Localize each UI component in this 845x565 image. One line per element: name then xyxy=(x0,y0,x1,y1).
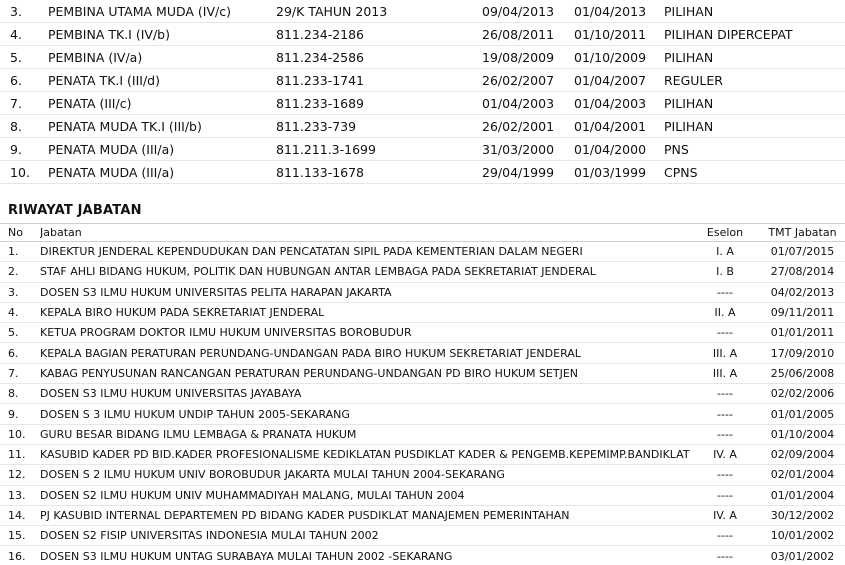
table-row xyxy=(0,69,845,92)
table-row xyxy=(0,363,845,383)
cell-eselon: III. A xyxy=(690,363,760,383)
riwayat-jabatan-body xyxy=(0,242,845,565)
cell-no: 1. xyxy=(0,242,40,262)
table-row xyxy=(0,485,845,505)
cell-tanggal: 01/04/2003 xyxy=(482,92,574,115)
cell-tmt: 17/09/2010 xyxy=(760,343,845,363)
cell-jabatan: KEPALA BAGIAN PERATURAN PERUNDANG-UNDANGAN PADA BIRO HUKUM SEKRETARIAT JENDERAL xyxy=(40,343,690,363)
cell-no: 6. xyxy=(0,69,48,92)
cell-jabatan: DOSEN S3 ILMU HUKUM UNTAG SURABAYA MULAI TAHUN 2002 -SEKARANG xyxy=(40,546,690,565)
cell-tmt: 01/01/2011 xyxy=(760,323,845,343)
header-row xyxy=(0,224,845,242)
cell-tmt: 09/11/2011 xyxy=(760,302,845,322)
cell-eselon: ---- xyxy=(690,384,760,404)
cell-no: 4. xyxy=(0,23,48,46)
riwayat-jabatan-table xyxy=(0,223,845,565)
header-jabatan: Jabatan xyxy=(40,224,690,242)
cell-tmt: 02/02/2006 xyxy=(760,384,845,404)
riwayat-jabatan-header xyxy=(0,224,845,242)
cell-no: 2. xyxy=(0,262,40,282)
cell-tmt: 01/03/1999 xyxy=(574,161,664,184)
header-no: No xyxy=(0,224,40,242)
cell-tanggal: 26/02/2007 xyxy=(482,69,574,92)
table-row xyxy=(0,0,845,23)
cell-eselon: ---- xyxy=(690,465,760,485)
cell-pangkat: PENATA (III/c) xyxy=(48,92,276,115)
cell-jenis: CPNS xyxy=(664,161,845,184)
cell-tmt: 01/07/2015 xyxy=(760,242,845,262)
table-row xyxy=(0,138,845,161)
cell-jabatan: PJ KASUBID INTERNAL DEPARTEMEN PD BIDANG KADER PUSDIKLAT MANAJEMEN PEMERINTAHAN xyxy=(40,505,690,525)
cell-tmt: 01/04/2001 xyxy=(574,115,664,138)
table-row xyxy=(0,526,845,546)
table-row xyxy=(0,424,845,444)
cell-eselon: ---- xyxy=(690,526,760,546)
table-row xyxy=(0,546,845,565)
cell-no: 5. xyxy=(0,323,40,343)
cell-tmt: 25/06/2008 xyxy=(760,363,845,383)
table-row xyxy=(0,282,845,302)
cell-pangkat: PENATA MUDA (III/a) xyxy=(48,161,276,184)
cell-sk: 811.233-1741 xyxy=(276,69,482,92)
cell-tmt: 01/04/2007 xyxy=(574,69,664,92)
table-row xyxy=(0,302,845,322)
cell-tmt: 02/09/2004 xyxy=(760,444,845,464)
cell-tmt: 01/04/2013 xyxy=(574,0,664,23)
cell-tmt: 01/01/2005 xyxy=(760,404,845,424)
cell-tmt: 03/01/2002 xyxy=(760,546,845,565)
cell-no: 9. xyxy=(0,404,40,424)
cell-jabatan: DOSEN S2 FISIP UNIVERSITAS INDONESIA MULAI TAHUN 2002 xyxy=(40,526,690,546)
cell-jabatan: DOSEN S 2 ILMU HUKUM UNIV BOROBUDUR JAKARTA MULAI TAHUN 2004-SEKARANG xyxy=(40,465,690,485)
cell-jabatan: STAF AHLI BIDANG HUKUM, POLITIK DAN HUBUNGAN ANTAR LEMBAGA PADA SEKRETARIAT JENDERAL xyxy=(40,262,690,282)
header-eselon: Eselon xyxy=(690,224,760,242)
cell-sk: 811.233-1689 xyxy=(276,92,482,115)
cell-jabatan: KETUA PROGRAM DOKTOR ILMU HUKUM UNIVERSITAS BOROBUDUR xyxy=(40,323,690,343)
cell-jenis: PILIHAN xyxy=(664,46,845,69)
cell-no: 3. xyxy=(0,282,40,302)
cell-sk: 811.133-1678 xyxy=(276,161,482,184)
cell-pangkat: PEMBINA TK.I (IV/b) xyxy=(48,23,276,46)
cell-tanggal: 31/03/2000 xyxy=(482,138,574,161)
cell-no: 14. xyxy=(0,505,40,525)
cell-eselon: ---- xyxy=(690,282,760,302)
cell-jenis: PILIHAN xyxy=(664,115,845,138)
table-row xyxy=(0,343,845,363)
cell-tmt: 10/01/2002 xyxy=(760,526,845,546)
cell-no: 9. xyxy=(0,138,48,161)
cell-tmt: 01/10/2009 xyxy=(574,46,664,69)
cell-pangkat: PENATA TK.I (III/d) xyxy=(48,69,276,92)
riwayat-pangkat-body xyxy=(0,0,845,184)
cell-tanggal: 26/08/2011 xyxy=(482,23,574,46)
cell-eselon: II. A xyxy=(690,302,760,322)
cell-sk: 811.234-2586 xyxy=(276,46,482,69)
cell-jabatan: DIREKTUR JENDERAL KEPENDUDUKAN DAN PENCATATAN SIPIL PADA KEMENTERIAN DALAM NEGERI xyxy=(40,242,690,262)
table-row xyxy=(0,262,845,282)
cell-no: 10. xyxy=(0,424,40,444)
table-row xyxy=(0,92,845,115)
cell-eselon: ---- xyxy=(690,323,760,343)
table-row xyxy=(0,505,845,525)
table-row xyxy=(0,242,845,262)
table-row xyxy=(0,384,845,404)
cell-tmt: 04/02/2013 xyxy=(760,282,845,302)
cell-no: 7. xyxy=(0,363,40,383)
table-row xyxy=(0,161,845,184)
section-title-riwayat-jabatan: RIWAYAT JABATAN xyxy=(8,203,142,218)
table-row xyxy=(0,444,845,464)
cell-eselon: I. B xyxy=(690,262,760,282)
cell-pangkat: PENATA MUDA TK.I (III/b) xyxy=(48,115,276,138)
cell-jabatan: KASUBID KADER PD BID.KADER PROFESIONALISME KEDIKLATAN PUSDIKLAT KADER & PENGEMB.KEPEMIMP.BANDIKLAT xyxy=(40,444,690,464)
cell-tmt: 30/12/2002 xyxy=(760,505,845,525)
cell-eselon: IV. A xyxy=(690,444,760,464)
cell-sk: 811.211.3-1699 xyxy=(276,138,482,161)
cell-no: 13. xyxy=(0,485,40,505)
cell-jabatan: KABAG PENYUSUNAN RANCANGAN PERATURAN PERUNDANG-UNDANGAN PD BIRO HUKUM SETJEN xyxy=(40,363,690,383)
cell-tmt: 01/10/2004 xyxy=(760,424,845,444)
cell-no: 6. xyxy=(0,343,40,363)
cell-jabatan: GURU BESAR BIDANG ILMU LEMBAGA & PRANATA HUKUM xyxy=(40,424,690,444)
cell-no: 10. xyxy=(0,161,48,184)
cell-tanggal: 19/08/2009 xyxy=(482,46,574,69)
cell-tmt: 01/10/2011 xyxy=(574,23,664,46)
cell-jenis: REGULER xyxy=(664,69,845,92)
cell-pangkat: PEMBINA (IV/a) xyxy=(48,46,276,69)
cell-no: 8. xyxy=(0,384,40,404)
cell-no: 5. xyxy=(0,46,48,69)
cell-tmt: 02/01/2004 xyxy=(760,465,845,485)
cell-jenis: PILIHAN xyxy=(664,92,845,115)
cell-tmt: 01/04/2003 xyxy=(574,92,664,115)
riwayat-pangkat-table xyxy=(0,0,845,184)
cell-tmt: 27/08/2014 xyxy=(760,262,845,282)
cell-tmt: 01/04/2000 xyxy=(574,138,664,161)
cell-eselon: III. A xyxy=(690,343,760,363)
cell-no: 8. xyxy=(0,115,48,138)
cell-jenis: PNS xyxy=(664,138,845,161)
cell-sk: 811.233-739 xyxy=(276,115,482,138)
table-row xyxy=(0,323,845,343)
cell-eselon: ---- xyxy=(690,424,760,444)
table-row xyxy=(0,46,845,69)
cell-jabatan: DOSEN S 3 ILMU HUKUM UNDIP TAHUN 2005-SEKARANG xyxy=(40,404,690,424)
cell-eselon: ---- xyxy=(690,404,760,424)
cell-tanggal: 29/04/1999 xyxy=(482,161,574,184)
cell-eselon: IV. A xyxy=(690,505,760,525)
cell-jabatan: KEPALA BIRO HUKUM PADA SEKRETARIAT JENDERAL xyxy=(40,302,690,322)
cell-no: 7. xyxy=(0,92,48,115)
cell-no: 3. xyxy=(0,0,48,23)
cell-tanggal: 09/04/2013 xyxy=(482,0,574,23)
cell-jabatan: DOSEN S3 ILMU HUKUM UNIVERSITAS JAYABAYA xyxy=(40,384,690,404)
header-tmt-jabatan: TMT Jabatan xyxy=(760,224,845,242)
cell-eselon: ---- xyxy=(690,485,760,505)
table-row xyxy=(0,404,845,424)
cell-eselon: I. A xyxy=(690,242,760,262)
cell-jenis: PILIHAN xyxy=(664,0,845,23)
cell-jabatan: DOSEN S3 ILMU HUKUM UNIVERSITAS PELITA HARAPAN JAKARTA xyxy=(40,282,690,302)
cell-sk: 811.234-2186 xyxy=(276,23,482,46)
cell-pangkat: PEMBINA UTAMA MUDA (IV/c) xyxy=(48,0,276,23)
table-row xyxy=(0,115,845,138)
table-row xyxy=(0,23,845,46)
cell-sk: 29/K TAHUN 2013 xyxy=(276,0,482,23)
cell-tanggal: 26/02/2001 xyxy=(482,115,574,138)
cell-no: 11. xyxy=(0,444,40,464)
cell-no: 15. xyxy=(0,526,40,546)
cell-no: 12. xyxy=(0,465,40,485)
cell-pangkat: PENATA MUDA (III/a) xyxy=(48,138,276,161)
cell-jenis: PILIHAN DIPERCEPAT xyxy=(664,23,845,46)
cell-eselon: ---- xyxy=(690,546,760,565)
cell-jabatan: DOSEN S2 ILMU HUKUM UNIV MUHAMMADIYAH MALANG, MULAI TAHUN 2004 xyxy=(40,485,690,505)
cell-no: 16. xyxy=(0,546,40,565)
cell-tmt: 01/01/2004 xyxy=(760,485,845,505)
table-row xyxy=(0,465,845,485)
cell-no: 4. xyxy=(0,302,40,322)
